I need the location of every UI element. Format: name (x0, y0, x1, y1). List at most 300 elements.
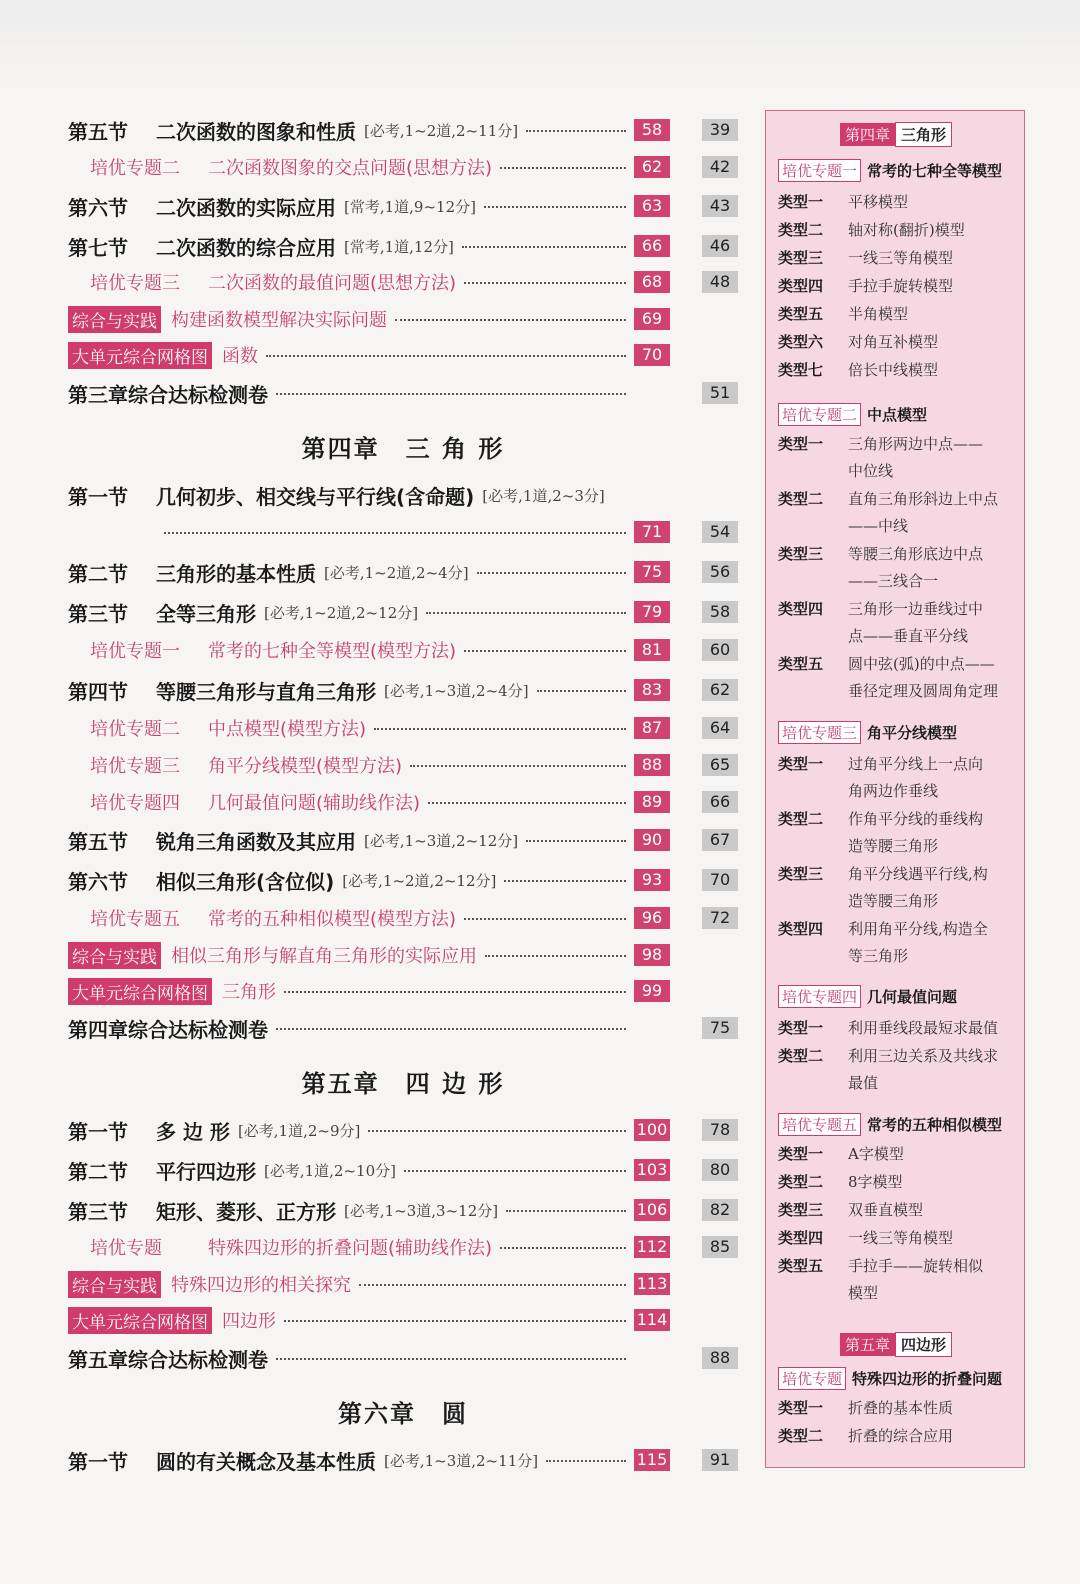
toc-entry[interactable] (68, 190, 738, 222)
entry-lead (68, 232, 634, 261)
page-number-lesson: 79 (634, 601, 670, 623)
type-description-line: 一线三等角模型 (848, 1229, 954, 1247)
entry-lead (68, 1446, 634, 1475)
type-description-line: 利用三边关系及共线求 (848, 1047, 999, 1065)
page-number-lesson: 99 (634, 980, 670, 1002)
type-key: 类型四 (778, 277, 824, 295)
page-number-practice: 42 (702, 156, 738, 178)
topic-tag: 培优专题 (778, 1367, 846, 1390)
page-number-lesson: 58 (634, 119, 670, 141)
entry-lead (68, 1307, 634, 1334)
panel-type-item (778, 431, 1018, 485)
chapter-tag: 第四章 (840, 123, 895, 146)
chapter-heading: 第六章 圆 (338, 1400, 468, 1428)
exam-note: [必考,1~3道,2~11分] (384, 1451, 539, 1470)
type-description-line: 半角模型 (848, 305, 909, 323)
type-description-line: 一线三等角模型 (848, 249, 954, 267)
toc-entry[interactable] (68, 1304, 738, 1336)
leader-dots (500, 1246, 626, 1249)
page-number-practice: 51 (702, 382, 738, 404)
type-description-line: 点——垂直平分线 (848, 627, 969, 645)
entry-lead (68, 1014, 634, 1043)
panel-type-item (778, 486, 1018, 540)
entry-lead (68, 1196, 634, 1225)
type-description (848, 596, 983, 650)
page-number-practice: 82 (702, 1199, 738, 1221)
type-description-line: 双垂直模型 (848, 1201, 924, 1219)
panel-topic-header (778, 721, 1018, 743)
entry-lead (68, 342, 634, 369)
type-description-line: 平移模型 (848, 193, 909, 211)
type-key: 类型一 (778, 1145, 824, 1163)
page-number-practice (702, 344, 738, 366)
type-key: 类型一 (778, 193, 824, 211)
entry-title: 平行四边形 (156, 1159, 256, 1184)
panel-type-item (778, 1169, 1018, 1196)
type-description (848, 1197, 923, 1224)
type-description-line: 8字模型 (848, 1173, 903, 1191)
page-number-lesson: 70 (634, 344, 670, 366)
panel-type-item (778, 357, 1018, 384)
entry-title: 锐角三角函数及其应用 (156, 829, 356, 854)
entry-title: 特殊四边形的折叠问题(辅助线作法) (208, 1238, 493, 1259)
entry-lead (68, 531, 634, 534)
section-number: 第六节 (68, 195, 128, 220)
leader-dots (410, 764, 626, 767)
page-number-practice: 60 (702, 639, 738, 661)
type-description-line: 中位线 (848, 462, 894, 480)
entry-lead (68, 752, 634, 778)
panel-type-item (778, 1423, 1018, 1450)
leader-dots (464, 649, 626, 652)
page-number-practice: 80 (702, 1159, 738, 1181)
page-number-lesson: 112 (634, 1236, 670, 1258)
section-number: 第三节 (68, 601, 128, 626)
category-badge: 综合与实践 (68, 942, 161, 969)
entry-title: 全等三角形 (156, 601, 256, 626)
leader-dots (484, 205, 626, 208)
type-key: 类型三 (778, 249, 824, 267)
toc-entry[interactable] (68, 749, 738, 781)
type-description (848, 1225, 953, 1252)
panel-type-item (778, 301, 1018, 328)
exam-note: [必考,1~2道,2~4分] (324, 563, 469, 582)
panel-type-item (778, 329, 1018, 356)
section-number: 第一节 (68, 1119, 128, 1144)
page-number-lesson: 62 (634, 156, 670, 178)
exam-note: [必考,1道,2~9分] (237, 1121, 361, 1140)
entry-title: 四边形 (222, 1311, 276, 1332)
exam-note: [必考,1~3道,2~4分] (384, 681, 529, 700)
toc-entry[interactable] (68, 596, 738, 628)
entry-lead (68, 1156, 634, 1185)
type-key: 类型三 (778, 865, 824, 883)
section-number: 第二节 (68, 1159, 128, 1184)
panel-type-item (778, 1225, 1018, 1252)
topic-tag: 培优专题二 (778, 403, 861, 426)
category-badge: 综合与实践 (68, 306, 161, 333)
page-number-practice: 72 (702, 907, 738, 929)
leader-dots (485, 954, 626, 957)
type-description (848, 1169, 903, 1196)
special-topic-label: 培优专题三 (90, 756, 180, 777)
type-key: 类型七 (778, 361, 824, 379)
toc-entry[interactable] (68, 556, 738, 588)
section-number: 第一节 (68, 1449, 128, 1474)
section-number: 第二节 (68, 561, 128, 586)
type-key: 类型一 (778, 1019, 824, 1037)
toc-entry[interactable] (68, 1342, 738, 1374)
entry-title: 三角形的基本性质 (156, 561, 316, 586)
page-number-practice: 58 (702, 601, 738, 623)
special-topic-label: 培优专题五 (90, 909, 180, 930)
type-description-line: 模型 (848, 1284, 879, 1302)
topic-name: 常考的七种全等模型 (867, 161, 1003, 180)
type-key: 类型二 (778, 490, 824, 508)
panel-type-item (778, 1141, 1018, 1168)
type-description (848, 751, 983, 805)
leader-dots (526, 839, 626, 842)
entry-title: 二次函数的综合应用 (156, 235, 336, 260)
panel-type-item (778, 596, 1018, 650)
panel-topic-header (778, 403, 1018, 425)
type-description-line: 倍长中线模型 (848, 361, 939, 379)
type-description-line: A字模型 (848, 1145, 904, 1163)
topic-name: 特殊四边形的折叠问题 (852, 1369, 1003, 1388)
leader-dots (426, 611, 626, 614)
entry-lead (68, 715, 634, 741)
chapter-name: 三角形 (895, 122, 952, 147)
leader-dots (359, 1283, 626, 1286)
toc-entry[interactable] (68, 479, 738, 511)
type-key: 类型二 (778, 1173, 824, 1191)
entry-title: 几何最值问题(辅助线作法) (208, 793, 421, 814)
entry-title: 常考的七种全等模型(模型方法) (208, 641, 457, 662)
page-number-practice: 46 (702, 235, 738, 257)
page-number-lesson: 75 (634, 561, 670, 583)
entry-lead (68, 826, 634, 855)
leader-dots (368, 1129, 626, 1132)
type-key: 类型六 (778, 333, 824, 351)
chapter-heading: 第五章 四 边 形 (301, 1070, 505, 1098)
special-topic-label: 培优专题二 (90, 158, 180, 179)
page-number-practice (702, 980, 738, 1002)
type-key: 类型四 (778, 600, 824, 618)
panel-topic-header (778, 159, 1018, 181)
section-number: 第四节 (68, 679, 128, 704)
type-description-line: 过角平分线上一点向 (848, 755, 984, 773)
leader-dots (395, 318, 626, 321)
leader-dots (284, 1319, 626, 1322)
toc-entry[interactable] (68, 339, 738, 371)
special-topic-label: 培优专题四 (90, 793, 180, 814)
toc-entry[interactable] (68, 864, 738, 896)
entry-title: 二次函数的最值问题(思想方法) (208, 273, 457, 294)
panel-type-item (778, 273, 1018, 300)
page-number-lesson: 98 (634, 944, 670, 966)
page-number-lesson: 87 (634, 717, 670, 739)
type-description-line: 垂径定理及圆周角定理 (848, 682, 999, 700)
panel-type-item (778, 541, 1018, 595)
page-number-practice: 65 (702, 754, 738, 776)
page-number-practice: 62 (702, 679, 738, 701)
type-description-line: 折叠的综合应用 (848, 1427, 954, 1445)
page-number-practice (702, 1273, 738, 1295)
type-description-line: 利用垂线段最短求最值 (848, 1019, 999, 1037)
entry-lead (68, 598, 634, 627)
entry-lead (68, 637, 634, 663)
entry-title: 矩形、菱形、正方形 (156, 1199, 336, 1224)
type-description-line: 等三角形 (848, 947, 909, 965)
exam-note: [常考,1道,12分] (344, 237, 454, 256)
page-number-lesson (634, 1347, 670, 1369)
panel-type-item (778, 1043, 1018, 1097)
type-key: 类型一 (778, 755, 824, 773)
page-number-lesson: 103 (634, 1159, 670, 1181)
section-number: 第七节 (68, 235, 128, 260)
entry-title: 三角形 (222, 982, 276, 1003)
panel-type-item (778, 861, 1018, 915)
panel-type-item (778, 751, 1018, 805)
entry-title: 函数 (222, 346, 258, 367)
topic-tag: 培优专题四 (778, 985, 861, 1008)
entry-lead (68, 1116, 634, 1145)
category-badge: 大单元综合网格图 (68, 342, 212, 369)
section-number: 第六节 (68, 869, 128, 894)
toc-entry[interactable] (68, 902, 738, 934)
page-number-lesson: 63 (634, 195, 670, 217)
section-number: 第三节 (68, 1199, 128, 1224)
type-key: 类型五 (778, 1257, 824, 1275)
entry-lead (68, 116, 634, 145)
leader-dots (464, 917, 626, 920)
panel-type-item (778, 245, 1018, 272)
page-number-practice: 67 (702, 829, 738, 851)
topic-tag: 培优专题一 (778, 159, 861, 182)
toc-entry[interactable] (68, 1114, 738, 1146)
toc-entry[interactable] (68, 1444, 738, 1476)
page-number-practice: 85 (702, 1236, 738, 1258)
entry-lead (68, 978, 634, 1005)
page-number-lesson: 69 (634, 308, 670, 330)
type-description (848, 486, 998, 540)
page-number-lesson: 71 (634, 521, 670, 543)
toc-entry[interactable] (68, 975, 738, 1007)
type-key: 类型二 (778, 1047, 824, 1065)
section-number: 第一节 (68, 484, 128, 509)
panel-type-item (778, 916, 1018, 970)
type-description (848, 1015, 998, 1042)
toc-entry[interactable] (68, 266, 738, 298)
toc-entry[interactable] (68, 516, 738, 548)
page-number-lesson (634, 382, 670, 404)
panel-type-item (778, 651, 1018, 705)
panel-type-item (778, 189, 1018, 216)
type-description (848, 245, 953, 272)
panel-topic-header (778, 985, 1018, 1007)
panel-type-item (778, 1015, 1018, 1042)
entry-title: 常考的五种相似模型(模型方法) (208, 909, 457, 930)
page-number-lesson: 68 (634, 271, 670, 293)
type-description-line: 等腰三角形底边中点 (848, 545, 984, 563)
page-number-practice: 56 (702, 561, 738, 583)
type-key: 类型三 (778, 545, 824, 563)
type-description (848, 1141, 904, 1168)
toc-entry[interactable] (68, 786, 738, 818)
entry-lead (68, 866, 634, 895)
entry-lead (68, 676, 634, 705)
entry-title: 二次函数图象的交点问题(思想方法) (208, 158, 493, 179)
toc-entry[interactable] (68, 230, 738, 262)
leader-dots (284, 990, 626, 993)
toc-entry[interactable] (68, 303, 738, 335)
exam-note: [必考,1道,2~3分] (482, 486, 605, 505)
type-description-line: 造等腰三角形 (848, 892, 939, 910)
chapter-tag: 第五章 (840, 1333, 895, 1356)
page-number-lesson: 113 (634, 1273, 670, 1295)
type-description (848, 1253, 983, 1307)
special-topic-label: 培优专题一 (90, 641, 180, 662)
page-number-lesson: 81 (634, 639, 670, 661)
entry-lead (68, 789, 634, 815)
panel-type-item (778, 1253, 1018, 1307)
toc-entry[interactable] (68, 1231, 738, 1263)
page-number-practice: 88 (702, 1347, 738, 1369)
toc-entry[interactable] (68, 674, 738, 706)
type-key: 类型二 (778, 810, 824, 828)
entry-title: 特殊四边形的相关探究 (171, 1275, 351, 1296)
leader-dots (504, 879, 626, 882)
entry-title: 构建函数模型解决实际问题 (171, 310, 387, 331)
entry-lead (68, 1344, 634, 1373)
type-description-line: 角平分线遇平行线,构 (848, 865, 988, 883)
entry-title: 圆的有关概念及基本性质 (156, 1449, 376, 1474)
model-summary-panel (765, 110, 1025, 1468)
page-number-practice: 54 (702, 521, 738, 543)
toc-entry[interactable] (68, 712, 738, 744)
type-key: 类型五 (778, 305, 824, 323)
page-number-lesson: 106 (634, 1199, 670, 1221)
type-description-line: 造等腰三角形 (848, 837, 939, 855)
page-number-lesson: 96 (634, 907, 670, 929)
entry-title: 二次函数的图象和性质 (156, 119, 356, 144)
entry-title: 第三章综合达标检测卷 (68, 382, 268, 407)
type-description-line: 直角三角形斜边上中点 (848, 490, 999, 508)
toc-entry[interactable] (68, 824, 738, 856)
type-description (848, 431, 983, 485)
type-key: 类型三 (778, 1201, 824, 1219)
category-badge: 大单元综合网格图 (68, 1307, 212, 1334)
toc-entry[interactable] (68, 1194, 738, 1226)
page-number-practice: 39 (702, 119, 738, 141)
topic-name: 中点模型 (867, 405, 928, 424)
panel-topic-header (778, 1113, 1018, 1135)
leader-dots (464, 281, 626, 284)
toc-entry[interactable] (68, 151, 738, 183)
toc-entry[interactable] (68, 1268, 738, 1300)
type-description-line: 手拉手旋转模型 (848, 277, 954, 295)
entry-lead (68, 905, 634, 931)
type-description (848, 357, 938, 384)
page-number-lesson: 100 (634, 1119, 670, 1141)
section-number: 第五节 (68, 119, 128, 144)
type-description-line: ——中线 (848, 517, 909, 535)
type-description-line: 三角形两边中点—— (848, 435, 984, 453)
page-number-practice: 70 (702, 869, 738, 891)
page-number-practice: 66 (702, 791, 738, 813)
type-description-line: 角两边作垂线 (848, 782, 939, 800)
type-key: 类型二 (778, 221, 824, 239)
type-key: 类型四 (778, 920, 824, 938)
type-key: 类型四 (778, 1229, 824, 1247)
type-key: 类型一 (778, 435, 824, 453)
type-description (848, 1423, 953, 1450)
exam-note: [常考,1道,9~12分] (344, 197, 476, 216)
leader-dots (374, 727, 626, 730)
toc-entry[interactable] (68, 634, 738, 666)
leader-dots (462, 245, 626, 248)
entry-lead (68, 558, 634, 587)
toc-entry[interactable] (68, 114, 738, 146)
topic-tag: 培优专题五 (778, 1113, 861, 1136)
page-top-shadow (0, 0, 1080, 90)
entry-lead (68, 306, 634, 333)
entry-lead (68, 192, 634, 221)
toc-entry[interactable] (68, 377, 738, 409)
toc-entry[interactable] (68, 939, 738, 971)
type-description-line: 轴对称(翻折)模型 (848, 221, 965, 239)
page-number-lesson (634, 1017, 670, 1039)
type-description (848, 329, 938, 356)
page-number-practice (702, 308, 738, 330)
page-number-practice: 64 (702, 717, 738, 739)
toc-entry[interactable] (68, 1012, 738, 1044)
type-description (848, 301, 908, 328)
special-topic-label: 培优专题 (90, 1238, 162, 1259)
entry-title: 角平分线模型(模型方法) (208, 756, 403, 777)
entry-title: 几何初步、相交线与平行线(含命题) (156, 484, 475, 509)
type-key: 类型一 (778, 1399, 824, 1417)
page-number-lesson: 88 (634, 754, 670, 776)
leader-dots (537, 689, 626, 692)
page-number-practice (702, 944, 738, 966)
panel-chapter-header (766, 1333, 1026, 1355)
leader-dots (164, 531, 626, 534)
type-description-line: 三角形一边垂线过中 (848, 600, 984, 618)
panel-topic-header (778, 1367, 1018, 1389)
type-description (848, 273, 953, 300)
exam-note: [必考,1~2道,2~12分] (264, 603, 419, 622)
topic-name: 角平分线模型 (867, 723, 958, 742)
page-number-lesson: 90 (634, 829, 670, 851)
type-description (848, 217, 965, 244)
entry-lead (68, 1271, 634, 1298)
category-badge: 大单元综合网格图 (68, 978, 212, 1005)
toc-entry[interactable] (68, 1154, 738, 1186)
panel-type-item (778, 217, 1018, 244)
page-number-lesson: 66 (634, 235, 670, 257)
type-description-line: 作角平分线的垂线构 (848, 810, 984, 828)
page-number-practice: 78 (702, 1119, 738, 1141)
leader-dots (526, 129, 626, 132)
leader-dots (506, 1209, 626, 1212)
page-number-practice: 75 (702, 1017, 738, 1039)
type-description (848, 1043, 998, 1097)
special-topic-label: 培优专题三 (90, 273, 180, 294)
entry-title: 相似三角形与解直角三角形的实际应用 (171, 946, 477, 967)
entry-lead (68, 154, 634, 180)
entry-title: 等腰三角形与直角三角形 (156, 679, 376, 704)
